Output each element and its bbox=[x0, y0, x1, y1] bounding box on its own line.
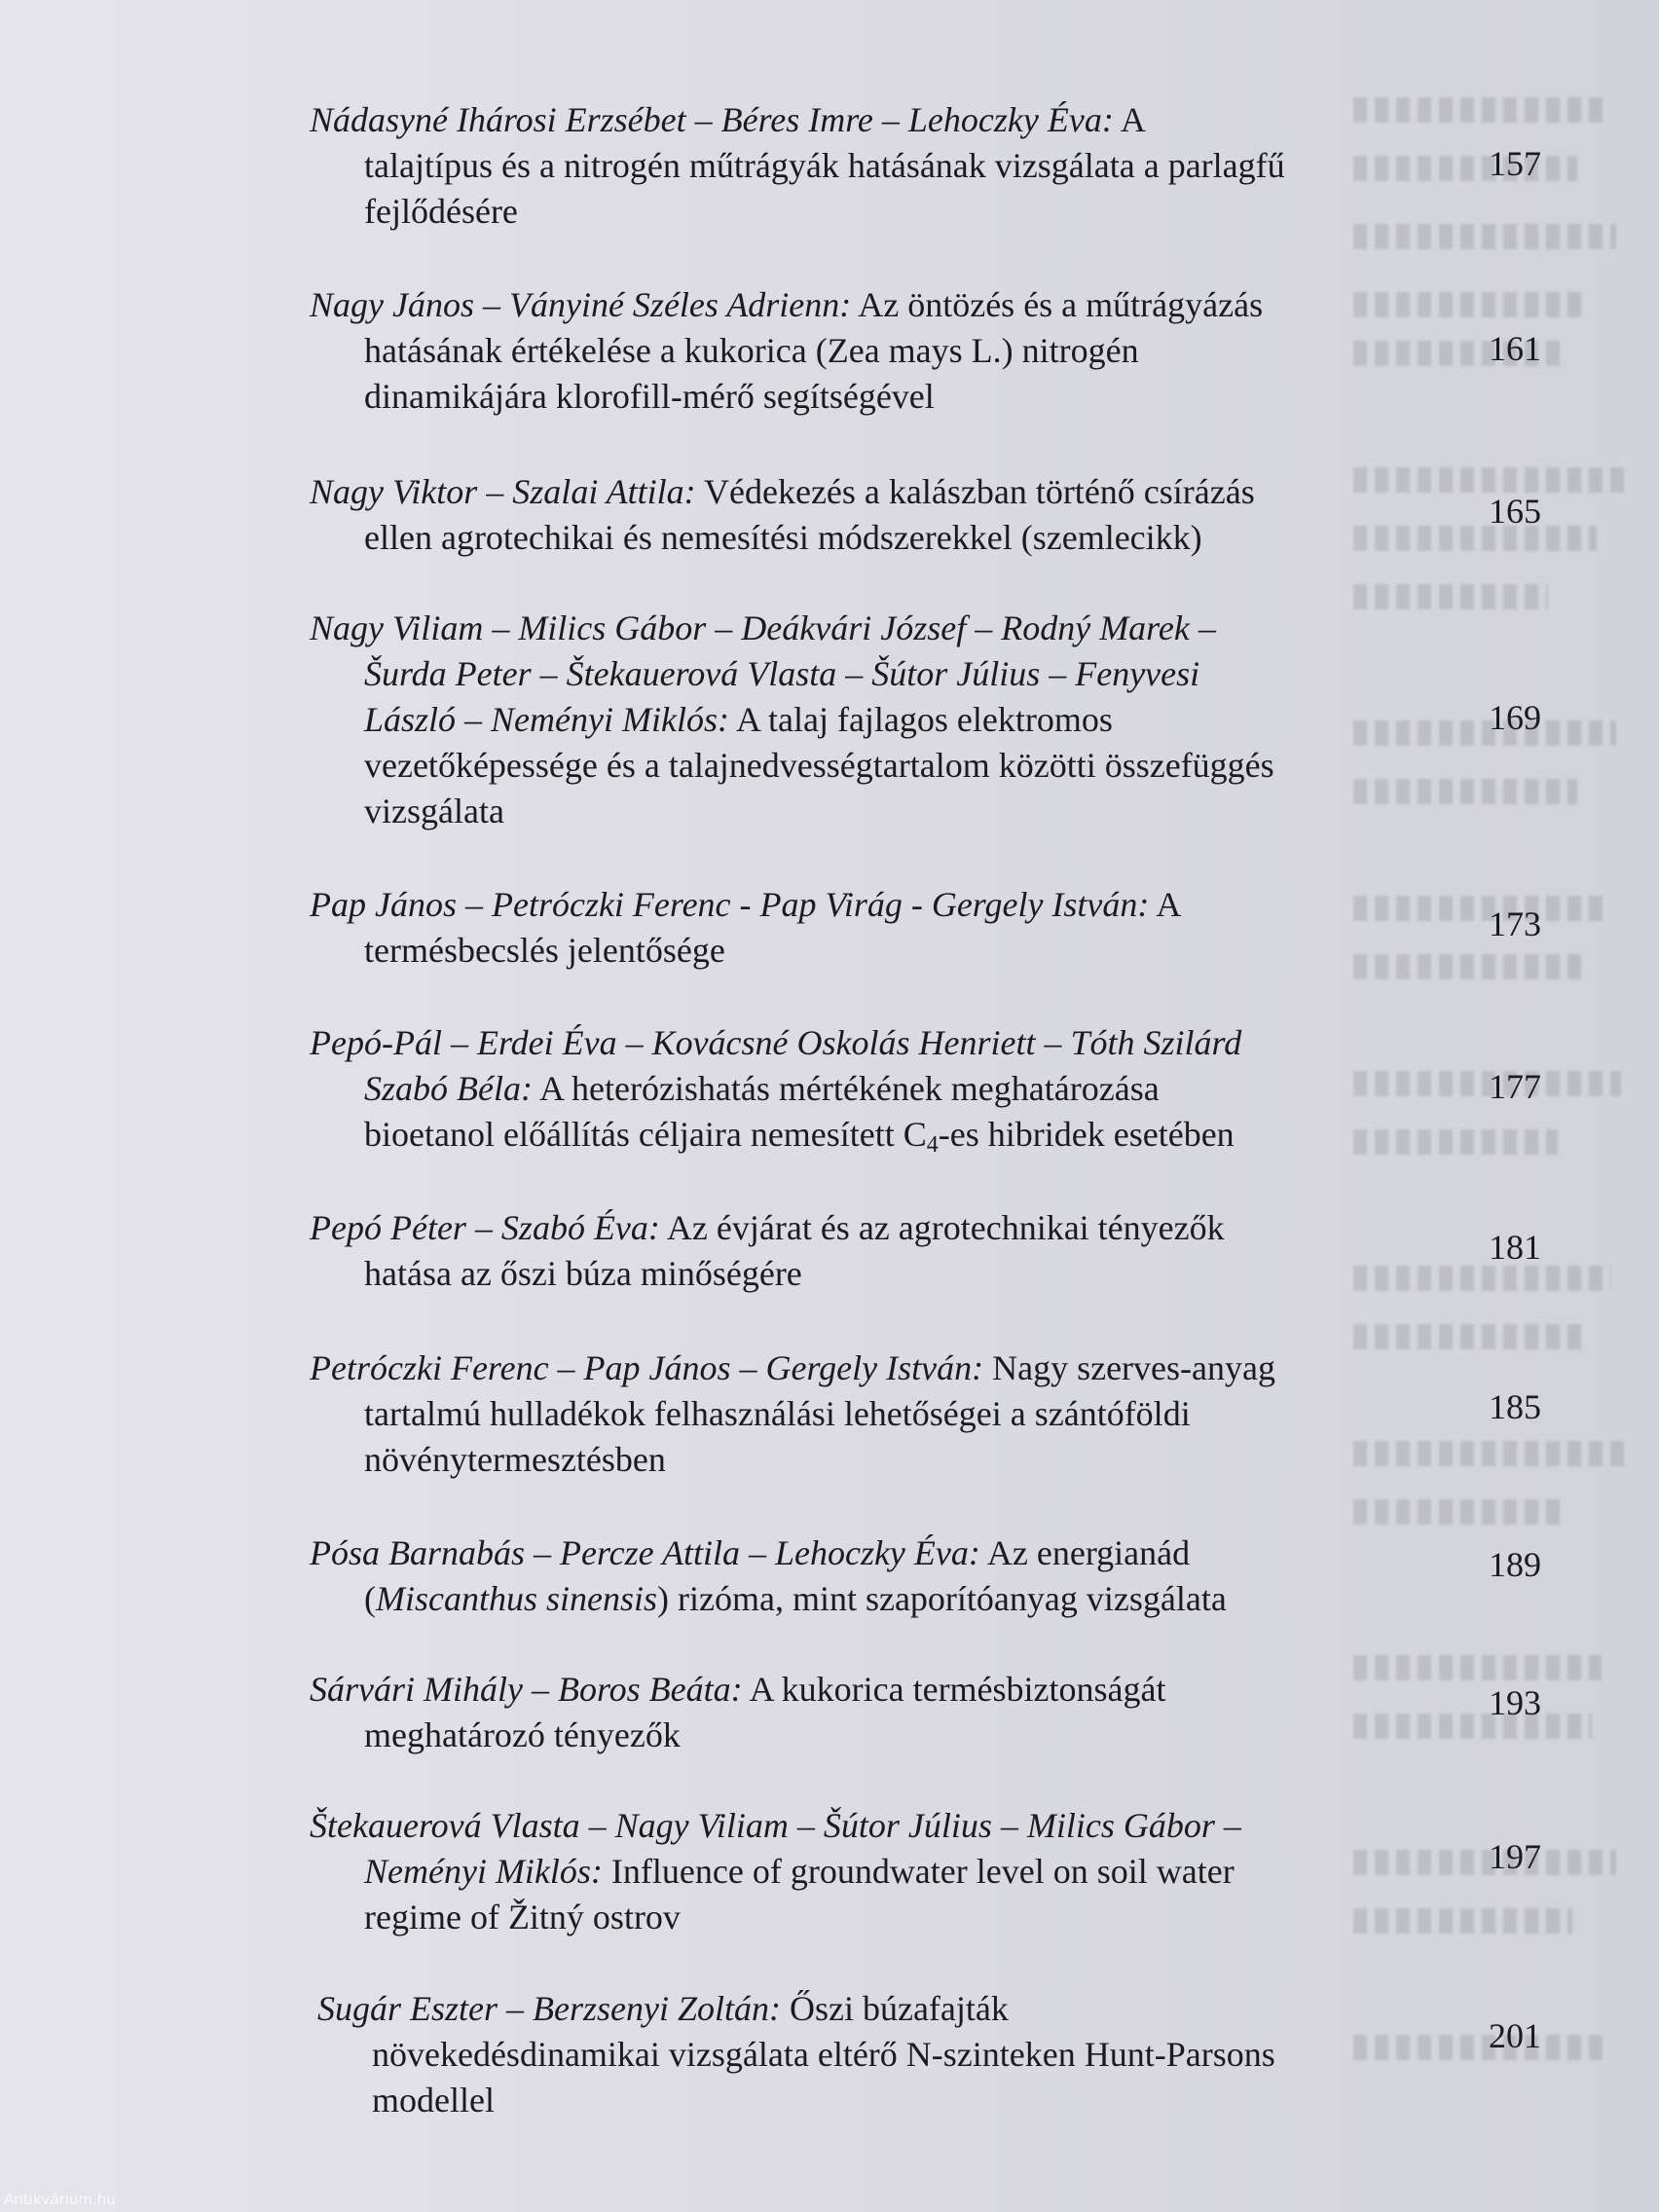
entry-authors: Pap János – Petróczki Ferenc - Pap Virág - Gergely István: bbox=[310, 885, 1150, 924]
entry-authors: Štekauerová Vlasta – Nagy Viliam – Šútor Július – Milics Gábor – bbox=[310, 1806, 1241, 1845]
entry-authors: Pósa Barnabás – Percze Attila – Lehoczky Éva: bbox=[310, 1533, 980, 1572]
toc-entry bbox=[310, 1205, 1541, 1297]
toc-entry bbox=[310, 1346, 1541, 1483]
entry-title: Őszi búzafajták bbox=[789, 1989, 1009, 2028]
page-number: 201 bbox=[1489, 2016, 1541, 2055]
toc-entry bbox=[310, 282, 1541, 420]
entry-authors: Nagy János – Ványiné Széles Adrienn: bbox=[310, 285, 852, 324]
entry-title: -es hibridek esetében bbox=[938, 1115, 1235, 1154]
entry-title: A heterózishatás mértékének meghatározása bbox=[538, 1069, 1160, 1108]
toc-entry bbox=[310, 1986, 1541, 2123]
entry-title: vezetőképessége és a talajnedvességtartalom közötti összefüggés bbox=[364, 746, 1274, 785]
entry-authors: Szabó Béla: bbox=[364, 1069, 533, 1108]
entry-authors: Nagy Viliam – Milics Gábor – Deákvári József – Rodný Marek – bbox=[310, 608, 1216, 647]
page-number: 193 bbox=[1489, 1683, 1541, 1722]
entry-title: vizsgálata bbox=[364, 792, 504, 830]
page-number: 177 bbox=[1489, 1067, 1541, 1106]
entry-title: A bbox=[1156, 885, 1182, 924]
entry-authors: Nagy Viktor – Szalai Attila: bbox=[310, 472, 696, 511]
entry-title: bioetanol előállítás céljaira nemesített C bbox=[364, 1115, 927, 1154]
entry-authors: Neményi Miklós: bbox=[364, 1852, 603, 1891]
toc-entry bbox=[310, 1667, 1541, 1758]
watermark: Antikvárium.hu bbox=[4, 2191, 116, 2208]
toc-entry bbox=[310, 97, 1541, 235]
entry-title: regime of Žitný ostrov bbox=[364, 1898, 681, 1936]
entry-title: fejlődésére bbox=[364, 192, 518, 231]
page-number: 173 bbox=[1489, 904, 1541, 943]
entry-title: Az öntözés és a műtrágyázás bbox=[858, 285, 1264, 324]
toc-entry bbox=[310, 1020, 1541, 1168]
toc-entry bbox=[310, 882, 1541, 974]
entry-title: hatása az őszi búza minőségére bbox=[364, 1254, 802, 1293]
entry-title: Az energianád bbox=[986, 1533, 1191, 1572]
toc-entry bbox=[310, 1803, 1541, 1940]
entry-authors: Sárvári Mihály – Boros Beáta: bbox=[310, 1670, 743, 1709]
toc-entry bbox=[310, 469, 1541, 561]
toc-entry bbox=[310, 606, 1541, 834]
species-name: Miscanthus sinensis bbox=[376, 1579, 658, 1618]
entry-authors: Petróczki Ferenc – Pap János – Gergely István: bbox=[310, 1348, 984, 1387]
entry-title: A bbox=[1120, 100, 1146, 139]
entry-title: Influence of groundwater level on soil water bbox=[610, 1852, 1235, 1891]
entry-title: ) rizóma, mint szaporítóanyag vizsgálata bbox=[657, 1579, 1227, 1618]
entry-authors: Nádasyné Ihárosi Erzsébet – Béres Imre – Lehoczky Éva: bbox=[310, 100, 1114, 139]
page-number: 157 bbox=[1489, 144, 1541, 183]
entry-title: dinamikájára klorofill-mérő segítségével bbox=[364, 377, 935, 416]
entry-authors: Pepó Péter – Szabó Éva: bbox=[310, 1208, 660, 1247]
entry-title: talajtípus és a nitrogén műtrágyák hatásának vizsgálata a parlagfű bbox=[364, 146, 1285, 185]
page-number: 185 bbox=[1489, 1387, 1541, 1426]
entry-title: hatásának értékelése a kukorica (Zea mays L.) nitrogén bbox=[364, 331, 1139, 370]
page-number: 181 bbox=[1489, 1228, 1541, 1267]
entry-authors: Pepó-Pál – Erdei Éva – Kovácsné Oskolás Henriett – Tóth Szilárd bbox=[310, 1023, 1242, 1062]
entry-title: modellel bbox=[372, 2081, 495, 2120]
page-number: 161 bbox=[1489, 329, 1541, 368]
page-number: 189 bbox=[1489, 1545, 1541, 1584]
entry-title: A kukorica termésbiztonságát bbox=[749, 1670, 1166, 1709]
page-number: 197 bbox=[1489, 1837, 1541, 1876]
entry-title: A talaj fajlagos elektromos bbox=[735, 700, 1113, 739]
page-number: 165 bbox=[1489, 492, 1541, 531]
entry-authors: Sugár Eszter – Berzsenyi Zoltán: bbox=[317, 1989, 781, 2028]
entry-title: Az évjárat és az agrotechnikai tényezők bbox=[666, 1208, 1225, 1247]
entry-title: tartalmú hulladékok felhasználási lehetőségei a szántóföldi bbox=[364, 1394, 1191, 1433]
subscript: 4 bbox=[926, 1132, 939, 1158]
page-number: 169 bbox=[1489, 698, 1541, 737]
entry-title: termésbecslés jelentősége bbox=[364, 931, 725, 970]
entry-title: meghatározó tényezők bbox=[364, 1715, 681, 1754]
entry-title: növénytermesztésben bbox=[364, 1440, 666, 1479]
entry-title: Védekezés a kalászban történő csírázás bbox=[704, 472, 1255, 511]
entry-title: ( bbox=[364, 1579, 376, 1618]
entry-authors: Šurda Peter – Štekauerová Vlasta – Šútor Július – Fenyvesi bbox=[364, 654, 1200, 693]
entry-title: növekedésdinamikai vizsgálata eltérő N-szinteken Hunt-Parsons bbox=[372, 2035, 1275, 2074]
entry-title: ellen agrotechikai és nemesítési módszerekkel (szemlecikk) bbox=[364, 518, 1202, 557]
toc-entry bbox=[310, 1530, 1541, 1622]
entry-title: Nagy szerves-anyag bbox=[992, 1348, 1275, 1387]
entry-authors: László – Neményi Miklós: bbox=[364, 700, 729, 739]
